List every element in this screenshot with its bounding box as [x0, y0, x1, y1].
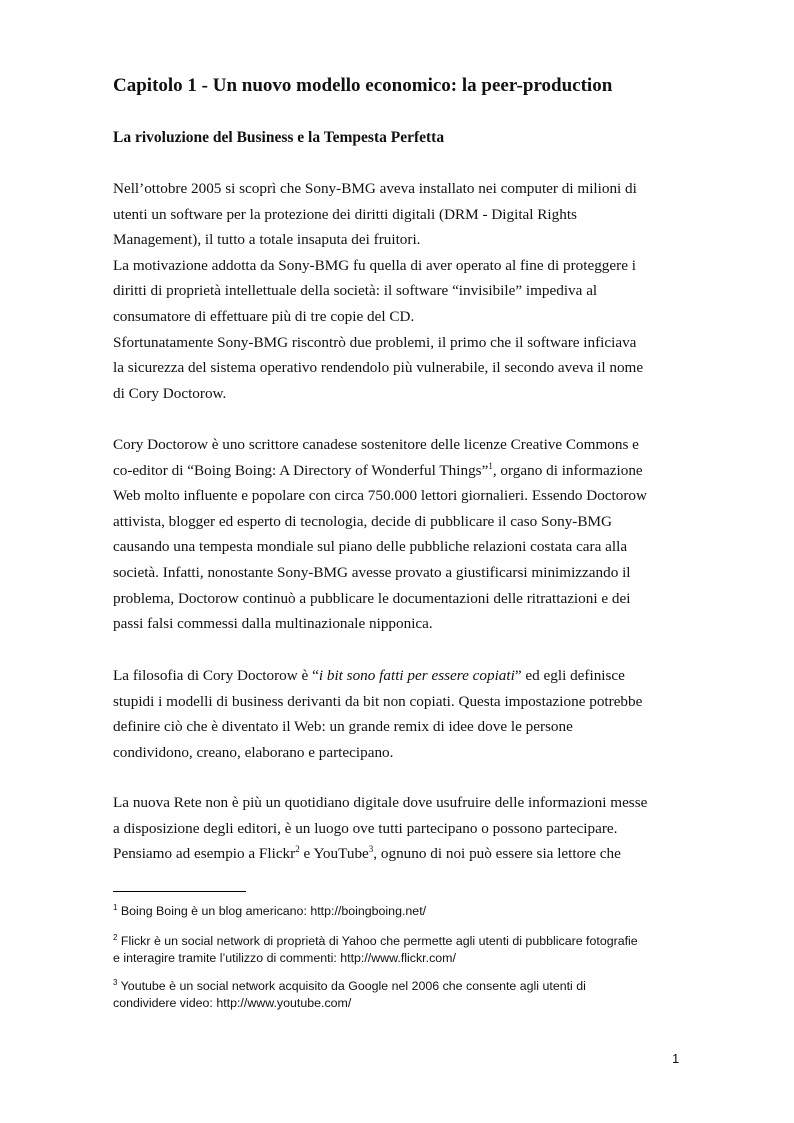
- page-number: 1: [672, 1051, 680, 1066]
- paragraph-line: problema, Doctorow continuò a pubblicare le documentazioni delle ritrattazioni e dei: [113, 589, 631, 607]
- paragraph-line: La nuova Rete non è più un quotidiano digitale dove usufruire delle informazioni messe: [113, 794, 648, 811]
- paragraph-line: [113, 458, 693, 484]
- paragraph-1: [113, 176, 693, 406]
- text-run: , organo di informazione: [492, 461, 643, 479]
- text-run: co-editor di “Boing Boing: A Directory of Wonderful Things”: [113, 461, 489, 479]
- paragraph-4: [113, 790, 693, 867]
- paragraph-line: attivista, blogger ed esperto di tecnologia, decide di pubblicare il caso Sony-BMG: [113, 512, 612, 530]
- paragraph-line: stupidi i modelli di business derivanti da bit non copiati. Questa impostazione potrebbe: [113, 692, 643, 710]
- footnote-number: 1: [113, 902, 118, 912]
- paragraph-3: [113, 663, 693, 765]
- footnote-ref-1[interactable]: 1: [488, 460, 493, 471]
- paragraph-line: [113, 841, 693, 867]
- chapter-title: Capitolo 1 - Un nuovo modello economico: la peer-production: [113, 75, 613, 96]
- footnote-text: Boing Boing è un blog americano: http://boingboing.net/: [120, 904, 427, 918]
- footnote-number: 3: [113, 977, 118, 987]
- paragraph-line: La motivazione addotta da Sony-BMG fu quella di aver operato al fine di proteggere i: [113, 256, 636, 274]
- text-run: La filosofia di Cory Doctorow è “: [113, 667, 319, 684]
- paragraph-line: passi falsi commessi dalla multinazionale nipponica.: [113, 615, 433, 633]
- footnote-text: e interagire tramite l’utilizzo di commenti: http://www.flickr.com/: [113, 950, 456, 965]
- text-run: Pensiamo ad esempio a Flickr: [113, 845, 296, 863]
- paragraph-line: Sfortunatamente Sony-BMG riscontrò due problemi, il primo che il software inficiava: [113, 333, 637, 351]
- footnote-line: [113, 903, 693, 920]
- footnote-ref-2[interactable]: 2: [295, 844, 300, 855]
- paragraph-line: Cory Doctorow è uno scrittore canadese sostenitore delle licenze Creative Commons e: [113, 436, 639, 453]
- footnote-2: [113, 933, 693, 966]
- footnote-number: 2: [113, 932, 118, 942]
- footnote-1: [113, 903, 693, 920]
- section-title: La rivoluzione del Business e la Tempesta Perfetta: [113, 129, 445, 146]
- footnote-line: [113, 978, 693, 995]
- footnote-text: condividere video: http://www.youtube.com/: [113, 995, 352, 1010]
- paragraph-line: Management), il tutto a totale insaputa dei fruitori.: [113, 231, 421, 249]
- text-run: ” ed egli definisce: [514, 667, 625, 684]
- paragraph-2: [113, 432, 693, 637]
- paragraph-line: condividono, creano, elaborano e partecipano.: [113, 743, 394, 761]
- footnote-separator: [113, 891, 246, 892]
- paragraph-line: definire ciò che è diventato il Web: un grande remix di idee dove le persone: [113, 718, 573, 736]
- text-run: e YouTube: [299, 845, 369, 863]
- footnote-text: Flickr è un social network di proprietà di Yahoo che permette agli utenti di pubblicare fotografie: [120, 934, 638, 948]
- paragraph-line: Nell’ottobre 2005 si scoprì che Sony-BMG aveva installato nei computer di milioni di: [113, 180, 637, 197]
- footnote-ref-3[interactable]: 3: [368, 844, 374, 855]
- paragraph-line: la sicurezza del sistema operativo rendendolo più vulnerabile, il secondo aveva il nome: [113, 359, 644, 377]
- paragraph-line: Web molto influente e popolare con circa 750.000 lettori giornalieri. Essendo Doctorow: [113, 487, 647, 505]
- footnote-line: [113, 933, 693, 950]
- paragraph-line: società. Infatti, nonostante Sony-BMG avesse provato a giustificarsi minimizzando il: [113, 563, 631, 581]
- footnote-3: [113, 978, 693, 1011]
- footnote-text: Youtube è un social network acquisito da Google nel 2006 che consente agli utenti di: [120, 979, 586, 993]
- paragraph-line: causando una tempesta mondiale sul piano delle pubbliche relazioni costata cara alla: [113, 538, 628, 556]
- paragraph-line: di Cory Doctorow.: [113, 384, 227, 402]
- quote-italic: i bit sono fatti per essere copiati: [318, 667, 515, 684]
- paragraph-line: utenti un software per la protezione dei diritti digitali (DRM - Digital Rights: [113, 205, 577, 223]
- paragraph-line: a disposizione degli editori, è un luogo ove tutti partecipano o possono partecipare.: [113, 819, 618, 837]
- paragraph-line: consumatore di effettuare più di tre copie del CD.: [113, 307, 415, 325]
- text-run: , ognuno di noi può essere sia lettore che: [373, 845, 621, 863]
- paragraph-line: diritti di proprietà intellettuale della società: il software “invisibile” impediva al: [113, 282, 598, 300]
- paragraph-line: [113, 663, 693, 689]
